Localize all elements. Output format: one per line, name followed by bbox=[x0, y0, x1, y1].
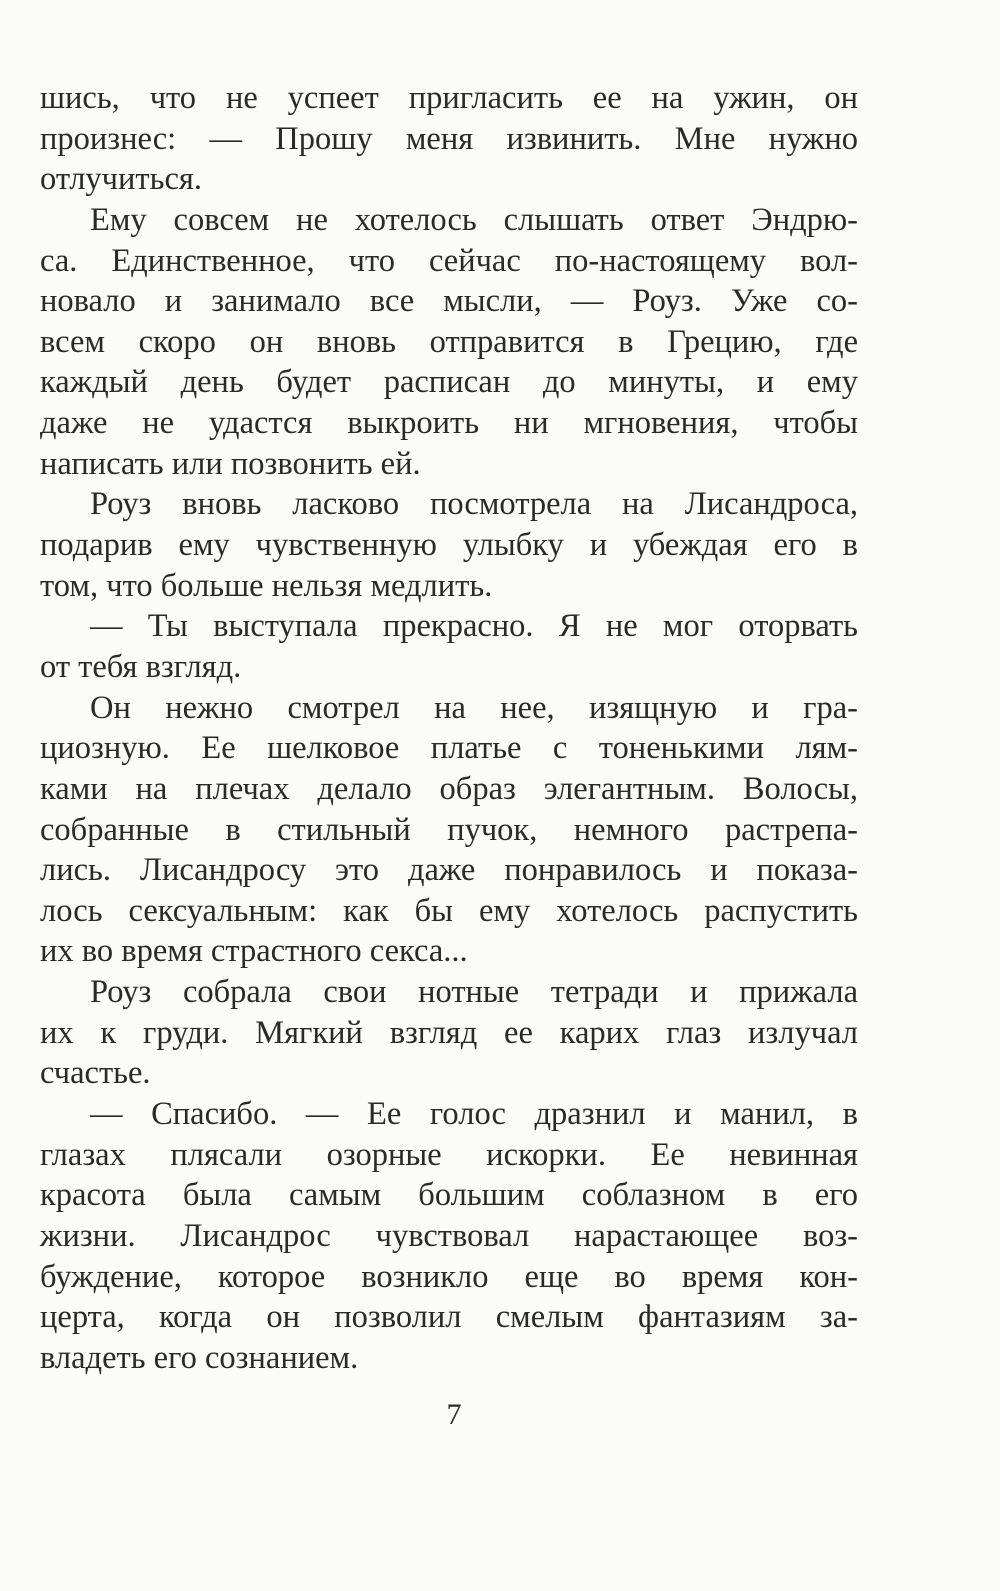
text-line: каждый день будет расписан до минуты, и ему bbox=[40, 364, 858, 401]
paragraph bbox=[40, 972, 858, 1094]
paragraph bbox=[40, 1094, 858, 1378]
text-line: собранные в стильный пучок, немного растрепа- bbox=[40, 811, 858, 848]
paragraph bbox=[40, 606, 858, 687]
text-line: церта, когда он позволил смелым фантазиям за- bbox=[40, 1299, 858, 1336]
text-line: лось сексуальным: как бы ему хотелось распустить bbox=[40, 892, 858, 929]
text-line: жизни. Лисандрос чувствовал нарастающее воз- bbox=[40, 1217, 858, 1254]
text-line: даже не удастся выкроить ни мгновения, чтобы bbox=[40, 405, 858, 442]
text-line: Ему совсем не хотелось слышать ответ Эндрю- bbox=[90, 201, 858, 238]
page-body-text bbox=[40, 78, 858, 1379]
text-line: Роуз вновь ласково посмотрела на Лисандроса, bbox=[90, 486, 858, 523]
text-line: са. Единственное, что сейчас по-настоящему вол- bbox=[40, 242, 858, 279]
paragraph bbox=[40, 484, 858, 606]
text-line: Он нежно смотрел на нее, изящную и гра- bbox=[90, 689, 858, 726]
text-line: лись. Лисандросу это даже понравилось и показа- bbox=[40, 852, 858, 889]
text-line: том, что больше нельзя медлить. bbox=[40, 567, 493, 604]
text-line: новало и занимало все мысли, — Роуз. Уже со- bbox=[40, 283, 858, 320]
text-line: от тебя взгляд. bbox=[40, 648, 242, 685]
text-line: циозную. Ее шелковое платье с тоненькими лям- bbox=[40, 730, 858, 767]
text-line: отлучиться. bbox=[40, 161, 202, 198]
text-line: их во время страстного секса... bbox=[40, 933, 468, 970]
text-line: владеть его сознанием. bbox=[40, 1339, 359, 1376]
paragraph bbox=[40, 688, 858, 972]
text-line: ками на плечах делало образ элегантным. Волосы, bbox=[40, 770, 858, 807]
paragraph bbox=[40, 200, 858, 484]
text-line: шись, что не успеет пригласить ее на ужин, он bbox=[40, 80, 858, 116]
text-line: — Спасибо. — Ее голос дразнил и манил, в bbox=[90, 1096, 858, 1133]
text-line: — Ты выступала прекрасно. Я не мог оторвать bbox=[90, 608, 858, 645]
page-number: 7 bbox=[446, 1398, 462, 1431]
text-line: всем скоро он вновь отправится в Грецию, где bbox=[40, 323, 858, 360]
text-line: буждение, которое возникло еще во время кон- bbox=[40, 1258, 858, 1295]
text-line: написать или позвонить ей. bbox=[40, 445, 421, 482]
text-line: подарив ему чувственную улыбку и убеждая его в bbox=[40, 527, 858, 564]
text-line: красота была самым большим соблазном в его bbox=[40, 1177, 858, 1214]
text-line: счастье. bbox=[40, 1055, 151, 1092]
text-line: глазах плясали озорные искорки. Ее невинная bbox=[40, 1136, 858, 1173]
text-line: произнес: — Прошу меня извинить. Мне нужно bbox=[40, 120, 858, 157]
text-line: их к груди. Мягкий взгляд ее карих глаз излучал bbox=[40, 1014, 858, 1051]
paragraph bbox=[40, 78, 858, 200]
text-line: Роуз собрала свои нотные тетради и прижала bbox=[90, 974, 858, 1011]
